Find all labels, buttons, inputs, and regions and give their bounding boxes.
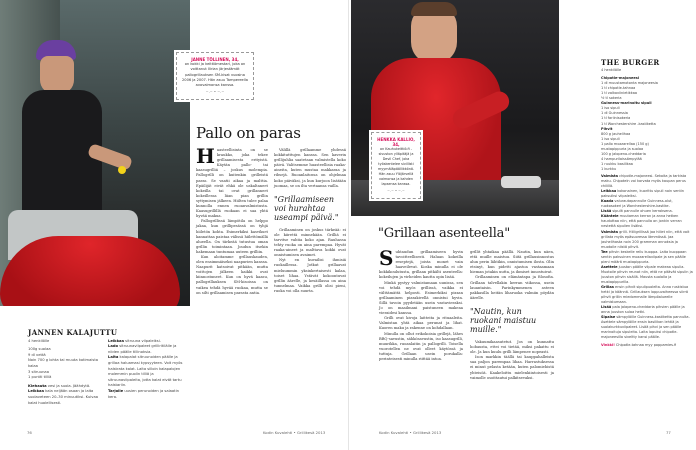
caption-text: on Kauhukeittiö.fi -sivuston ylläpitäjä ja Devil Chef, joka työskentelee sivillisti myymäläpäällikkönä. Hän asuu Ylöjärvellä vaimonsa ja kahden lapsensa kanssa. [377,147,415,186]
ingredient: Noin 700 g lohta tai muuta kotimaista kalaa [28,358,99,368]
ingredient: 100 g jalopeno-cheddaria [601,151,646,156]
photo-janne-grilling [0,0,190,306]
article-body-column-2 [274,148,346,294]
recipe-servings: 4 henkilölle [28,338,50,343]
recipe-step: Kääntele muutaman kerran ja anna hetken hauduttaa niin, että pannulla on jonkin verran nestettä sipulien lisäksi. [601,214,682,229]
recipe-step: Grillaa ensin pihvit sipulipuolelta. Anna ruskistua hetki ja käännä. Grillauksen loppuvaiheessa siirrä pihvit grillin miedommalle lämpöalueelle valmistumaan. [601,285,689,305]
recipe-title: THE BURGER [601,58,660,67]
paragraph: Minulla on ollut erikokoisia grillejä, lähes BBQ-savustin, sähkösavustin, iso kaasugrilli, muurikka, ruoanlaitin ja pallogrilli. Toisella vuorotellen ne ovat olleet käytössä ja tuttuja. Grillaan usein porukalla: perinteisesti minulla riittää intoa. [379,331,463,361]
caption-text: on kokki ja keittiömestari, joka on voittanut Ilirian järjestämät pallogrillauksen SM-kisat vuosina 2006 ja 2007. Hän asuu Tampereella avovaimonsa kanssa. [182,62,248,88]
ingredient: 800 g jauhelihaa [601,131,631,136]
recipe-step: Sipaise sämpylöille Guinness-kastiketta pannulta. Asettele sämpylöille ensin basilikan lehtiä ja suolakurkkuviipaleet. Lisää pihvi ja sen päälle marinoituja sipuleita. Laita lopuksi chipotle-majoneesilla siveltty kansi päälle. [601,315,690,340]
paragraph: Grillaaminen on joskus tärkeää: ei ole kiirettä minnekään. Grilliä ei tarvitse vahtia koko ajan. Rauhassa tehty ruoka on aina parempaa. Hyvät raaka-aineet ja malttava kokki ovat onnistumisen avaimet. [274,227,346,258]
ingredient: 1 puntti tilliä [28,375,52,380]
ingredient-group-title: Guinness-marinoitu sipuli [601,101,652,106]
recipe-step: Leikkaa kala neljään osaan ja laita suolaveteen 20–30 minuutiksi. Kuivaa kalat huolellisesti. [28,389,98,405]
article-body-column-1 [379,246,463,362]
caption-name: HENKKA KALLIO, 34, [377,137,415,147]
ingredient: 1 tl chipotle-tahnaa [601,86,636,91]
ingredient: 1 dl muustamotonta majoneesia [601,81,658,86]
ingredient: 1 ruukku basilikaa [601,161,633,166]
ingredient: 1 tl Worchestershire -kastiketta [601,121,656,126]
ingredient: 3 sitruunaa [28,369,49,374]
recipe-step: Laita kalapalat sitruunoiden päälle ja grillaa haluamasi kypsyyteen. Voit myös halstrata kalat. Laita silloin kalapalojen molemmin puolin tilliä ja sitruunaviipaleita, jotta kalat eivät tartu halstariin. [108,355,183,388]
drop-cap: S [379,246,394,270]
paragraph: Pallogrillissä lämpötila on helppo jakaa, kun grillipesässä on tyhjä hiiletön kohta. Esimerkiksi kasvikset kannattaa paistaa välissä hiilettömällä alueella. On tärkeää tutustua oman grillin toimintaan. Joudun itsekin hakemaan tuntumaa uuteen grilliin. [196,219,268,254]
recipe-the-burger [601,60,693,348]
ingredient-group-title: Pihvit [601,126,613,131]
paragraph: Grillaaminen on elämäntapa ja filosofia. Grillaan talvellakin kerran viikossa, usein lauantaisin. Parinkymmenen asteen pakkasilla heitän liharuoka valmiin pöydän äärelle. [470,275,554,300]
paragraph: Ison markkin täällä tai kauppahalleista saa paljon parempaa lihaa. Harrastuksessa ei minut pelasta ketään, kuten palomiehistä yhteisöä. Kaakeloittu mielenkiintoisesti ja vaimolle osoittautui palkitsevaksi. [470,355,554,380]
ingredient: 4 hampurilaissämpylää [601,156,642,161]
caption-name: JANNE TÖLLINEN, 34, [191,57,239,62]
article-title: Pallo on paras [196,124,301,142]
ingredient: 1 kurkku [601,166,617,171]
recipe-step: Lisää pala jalapeno-cheddaria pihvien päälle ja anna juuston sulaa hetki. [601,305,685,315]
footer-magazine: Kodin Kuvalehti • Grillikesä 2013 [263,430,326,435]
paragraph: grillit yhtaikaa päällä. Nautin, kun näen, että muille maistuu. Siitä grillausinnostus alun perin lähtikin, onnistumisen ilosta. Olin etsinyt, kun pidetti ajastoa vastaamaan hieman jotakin uutta, ja ihmiset innostuivat. [470,250,554,275]
paragraph: Välillä grillaamme yhdessä kokkitutttujen kanssa. Sen kaverin grillijuhlia saatetaan valmistella koko päivä. Valitsemme huasteellisia raaka-aineita, kuten mustaa makkaraa ja ribsejä. Ruoanlaitossa on ohjelmaa koko päiväksi, ja kun kurjoon lisätään juomaa, se on ilta vertaansa vailla. [274,148,346,188]
recipe-step: Leikkaa kokonainen, kuorittu sipuli noin sentin paksuiksi viipaleiksi. [601,189,685,199]
recipe-jannen-kalajuttu [28,330,186,406]
recipe-step: Kiehauta vesi ja suola. Jäähdytä. [28,383,91,388]
ingredient: 1 pallo mozzarellaa (150 g) [601,141,649,146]
ingredient: 1 dl Guinnessia [601,111,628,116]
drop-cap: H [196,144,215,168]
recipe-step: Valmista grilli. Hiiligrillissä jaa hiilet niin, että voit grillata myös epäsuoressa lämmössä. Jaa jauhelihasta noin 200 gramman annoksia ja muotoile niistä pihvit. [601,229,690,249]
ingredient: 1 tl fariinisokeria [601,116,631,121]
paragraph: Grilli ovat kivoja laitteita ja rituaaleita. Valmistan yhtä aikaa perunat ja lihat. Kuoren maku ja rakenne on kohdallaan. [379,316,463,331]
recipe-step: Tarjoile uusien perunoiden ja salaatin kera. [108,388,179,399]
caption-janne [176,52,254,100]
ingredient: 100g suolaa [28,347,51,352]
recipe-step: Lisää sipulit pannulle ohuen kerroksena. [601,209,673,214]
recipe-step: Lado sitruunaviipaleet grilliritilälle ja niiden päälle tillinoksia. [108,344,177,354]
recipe-tip: Vinkki! Chipotle-tahnaa myy poppamies.fi [601,342,677,347]
caption-ornament: ~.~ • ~.~ [387,189,405,193]
footer-magazine: Kodin Kuvalehti • Grillikesä 2013 [379,430,442,435]
ingredient: mustapippuria ja suolaa [601,146,644,151]
recipe-step: Tee pihvin keskelle reilu kuoppa. Laita kuoppaan sentin paksuinen mozzarellaviipale ja sen päälle pieni määrä mustapippuria. [601,249,687,264]
paragraph: Kun aloitamme grillauskauden, olen ensimmäiseksi naapurien kanssa. Naapurit katsoivat pitkään, mutta voittojen jälkeen kaikki ovat kiinnostuneet. Kun on hyvä kaasu, pallogrillauksen SM-kisoissa on vaikea tehdä hyvää ruokaa, mutta se on silti grillaamisen parasta antia. [196,254,268,295]
recipe-servings: 4 henkilölle [601,68,622,73]
paragraph: Minkä pystyy valmistamaan uunissa, sen voi tehdä myös grillissä, vaikka ei välttämättä helposti. Esimerkiksi pizzan grillaaminen pizzakivellä onnistui hyvin. Sillä tavoin pyydetään usein vastavieraksi. Jo on maailmani paistuneen makeaa vieraidesi kanssa. [379,280,463,316]
article-body-column-1 [196,144,268,296]
recipe-step: Valmista chipotle-majoneesi. Sekoita ja tarkista maku. Chipoteln voi korvata myös kaupan perus chilillä. [601,173,687,189]
recipe-step: Leikkaa sitruuna viipaleiksi. [108,338,161,343]
pull-quote: "Grillaamiseen voi hurahtaa useampi päivä." [274,194,339,222]
paragraph: aasteellisinta on se kraukko, joka tekee grillaamisesta erityistä. Käytän pallo- tai kaasugrilliä – joskus molempia. Pallogrilli on kuitenkin grilleistä paras. Se vaatii aikaa ja malttia. Epäilijät eivät ehkä ole uskaltaneet kokeilla tai ovat grillanneet kokeillessa liian pian grillin syttymisen jälkeen. Hiilten tulee palaa kunnolla ennen ruoanvalmistusta. Kaasugrillillä ruokaan ei saa yhtä hyvää makua. [196,148,268,219]
pull-quote: "Nautin, kun ruokani maistuu muille." [470,306,537,334]
recipe-step: Kaada valurautapannulle Guinness-olut, ruokosokeri ja Worchestershire-kastike. [601,199,673,209]
ingredient-group-title: Chipotle-majoneesi [601,76,640,81]
article-body-column-2 [470,250,554,381]
recipe-step: Asettele juuston päälle viipale makeaa sipulia. Muotoile pihvin reunat niin, että ne pitävät sipulin ja juuston pihvin sisällä. Mausta suolalla ja mustapippurilla. [601,264,693,284]
ingredient: 1 iso sipuli [601,106,620,111]
page-number: 77 [666,430,671,435]
caption-henkka [371,132,421,199]
recipe-title: JANNEN KALAJUTTU [28,328,118,337]
ingredient: ½ tl sokeria [601,96,622,101]
right-page [348,0,696,450]
ingredient: 1 tl valkoviinietikkaa [601,91,638,96]
paragraph: uhtaudun grillaamiseen hyvin tavoitteellisesti. Haluan kokeilla reseptejä, joista monet vain haaveilevat. Koska minulla ei ole kokkikoulutusta, grillaan pitkälti asenteella: kokeilujen ja virheiden kautta opin lisää. [379,250,463,280]
ingredient: 1 iso sipuli [601,136,620,141]
caption-ornament: ~.~ • ~.~ [205,90,225,95]
ingredient: 9 dl vettä [28,352,46,357]
article-title: "Grillaan asenteella" [378,226,511,241]
paragraph: Nyt en kuvailisi ihmisiä ruokaillessa. Jotkut grillaavat mieluummin yksinkertaisesti kalaa, toiset lihaa. Ystävät kokoontuvat grillin äärelle, ja kesäillassa on aina tunnelmaa. Vaikka grilli olisi pieni, ruoka voi olla suurta. [274,258,346,293]
paragraph: Vakuumikaasutetut. Jos on kunnattu hobausta, ettei voi tietää, miksi pakattu ei ole. Ja kun kuulu grilli lämpenee nopeasti. [470,339,554,355]
page-number: 76 [27,430,32,435]
